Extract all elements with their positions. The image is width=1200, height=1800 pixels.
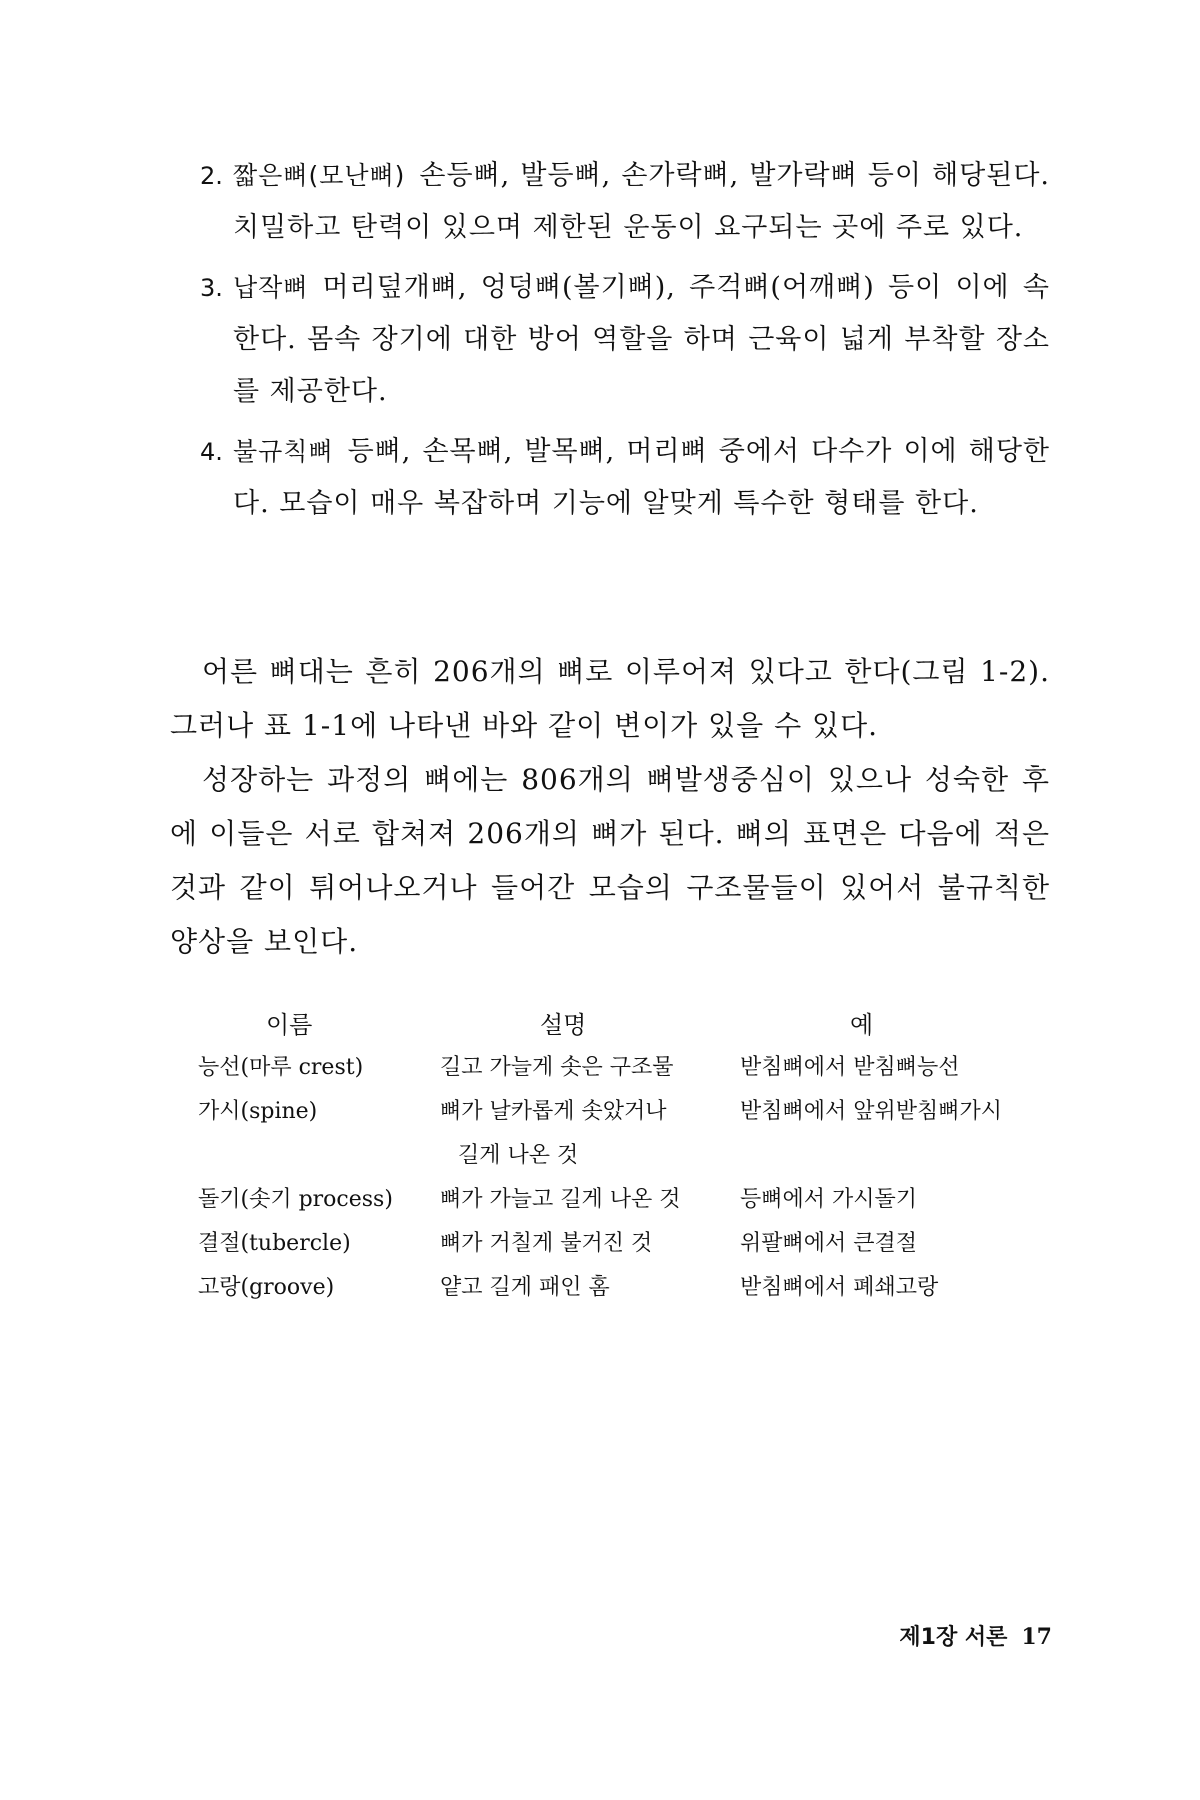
cell-description: 얕고 길게 패인 홈 [440, 1275, 610, 1300]
cell-description: 뼈가 날카롭게 솟았거나 [440, 1099, 667, 1124]
cell-name: 능선(마루 crest) [198, 1055, 364, 1080]
table-row [198, 1222, 1058, 1266]
table-row [198, 1046, 1058, 1090]
cell-example: 위팔뼈에서 큰결절 [740, 1231, 918, 1256]
body-text [170, 645, 1050, 969]
header-example: 예 [850, 1010, 874, 1039]
header-description: 설명 [540, 1010, 587, 1039]
bone-surface-table [198, 998, 1058, 1310]
page-number: 17 [1021, 1624, 1052, 1650]
list-number: 4. [200, 438, 223, 466]
list-term: 불규칙뼈 [233, 437, 334, 466]
list-item [200, 426, 1050, 530]
table-header [198, 998, 1058, 1046]
cell-name: 가시(spine) [198, 1099, 318, 1124]
cell-description: 길게 나온 것 [458, 1143, 579, 1168]
cell-name: 고랑(groove) [198, 1275, 335, 1300]
cell-name: 결절(tubercle) [198, 1231, 351, 1256]
cell-example: 등뼈에서 가시돌기 [740, 1187, 918, 1212]
cell-example: 받침뼈에서 받침뼈능선 [740, 1055, 960, 1080]
table-row [198, 1090, 1058, 1134]
list-description: 손등뼈, 발등뼈, 손가락뼈, 발가락뼈 등이 해당된다. 치밀하고 탄력이 있으며 제한된 운동이 요구되는 곳에 주로 있다. [233, 160, 1050, 243]
cell-example: 받침뼈에서 앞위받침뼈가시 [740, 1099, 1003, 1124]
cell-example: 받침뼈에서 폐쇄고랑 [740, 1275, 939, 1300]
page-footer [899, 1620, 1052, 1651]
list-item [200, 262, 1050, 418]
list-item [200, 150, 1050, 254]
list-number: 3. [200, 274, 223, 302]
paragraph: 어른 뼈대는 흔히 206개의 뼈로 이루어져 있다고 한다(그림 1-2). 그러나 표 1-1에 나타낸 바와 같이 변이가 있을 수 있다. [170, 655, 1050, 742]
bone-type-list [200, 150, 1050, 538]
list-description: 등뼈, 손목뼈, 발목뼈, 머리뼈 중에서 다수가 이에 해당한다. 모습이 매우 복잡하며 기능에 알맞게 특수한 형태를 한다. [233, 436, 1050, 519]
table-row [198, 1178, 1058, 1222]
cell-name: 돌기(솟기 process) [198, 1187, 393, 1212]
header-name: 이름 [266, 1010, 313, 1039]
cell-description: 길고 가늘게 솟은 구조물 [440, 1055, 674, 1080]
list-description: 머리덮개뼈, 엉덩뼈(볼기뼈), 주걱뼈(어깨뼈) 등이 이에 속한다. 몸속 장기에 대한 방어 역할을 하며 근육이 넓게 부착할 장소를 제공한다. [233, 272, 1050, 407]
cell-description: 뼈가 가늘고 길게 나온 것 [440, 1187, 681, 1212]
table-row [198, 1266, 1058, 1310]
cell-description: 뼈가 거칠게 불거진 것 [440, 1231, 653, 1256]
table-row [198, 1134, 1058, 1178]
list-term: 납작뼈 [233, 273, 309, 302]
paragraph: 성장하는 과정의 뼈에는 806개의 뼈발생중심이 있으나 성숙한 후에 이들은 서로 합쳐져 206개의 뼈가 된다. 뼈의 표면은 다음에 적은 것과 같이 튀어나오거나 들어간 모습의 구조물들이 있어서 불규칙한 양상을 보인다. [170, 763, 1050, 958]
list-term: 짧은뼈(모난뼈) [233, 161, 406, 190]
list-number: 2. [200, 162, 223, 190]
chapter-title: 제1장 서론 [899, 1625, 1008, 1650]
cell-example [758, 1134, 1058, 1178]
cell-name [198, 1134, 440, 1178]
